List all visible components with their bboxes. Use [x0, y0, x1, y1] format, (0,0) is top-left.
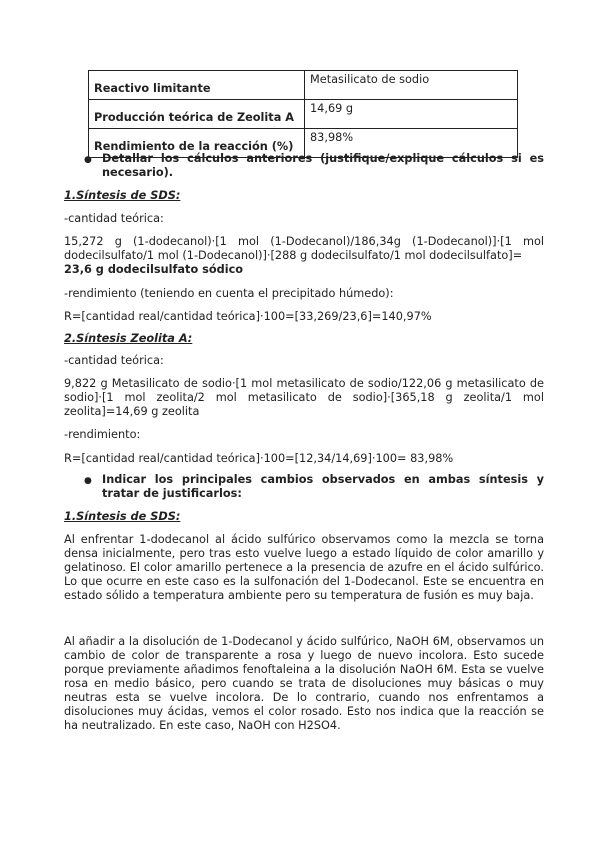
row-label: Rendimiento de la reacción (%) [89, 129, 305, 158]
table-row [89, 71, 518, 100]
label-text: -cantidad teórica: [64, 354, 164, 367]
bullet-text: Indicar los principales cambios observados en ambas síntesis y tratar de justificarlos: [102, 473, 544, 500]
bullet-icon: ● [84, 155, 92, 165]
section-heading: 1.Síntesis de SDS: [64, 510, 181, 523]
label-text: -rendimiento: [64, 428, 141, 441]
row-value: Metasilicato de sodio [305, 71, 518, 100]
row-label: Reactivo limitante [89, 71, 305, 100]
calculation-text: R=[cantidad real/cantidad teórica]·100=[33,269/23,6]=140,97% [64, 310, 432, 323]
section-heading: 1.Síntesis de SDS: [64, 189, 181, 202]
calculation-text: 15,272 g (1-dodecanol)·[1 mol (1-Dodecanol)/186,34g (1-Dodecanol)]·[1 mol dodecilsulfato/1 mol (1-Dodecanol)]·[288 g dodecilsulfato/1 mol dodecilsulfato]= [64, 235, 544, 262]
calculation-text: R=[cantidad real/cantidad teórica]·100=[12,34/14,69]·100= 83,98% [64, 452, 454, 465]
section-heading: 2.Síntesis Zeolita A: [64, 332, 193, 345]
bullet-icon: ● [84, 476, 92, 486]
row-value: 83,98% [305, 129, 518, 158]
calculation-text: 9,822 g Metasilicato de sodio·[1 mol metasilicato de sodio/122,06 g metasilicato de sodio]·[1 mol zeolita/2 mol metasilicato de sodio]·[365,18 g zeolita/1 mol zeolita]=14,69 g zeolita [64, 377, 544, 418]
result-text: 23,6 g dodecilsulfato sódico [64, 263, 244, 276]
row-label: Producción teórica de Zeolita A [89, 100, 305, 129]
table-row [89, 100, 518, 129]
results-table [88, 70, 518, 158]
bullet-text: Detallar los cálculos anteriores (justifique/explique cálculos si es necesario). [102, 152, 544, 179]
paragraph: Al añadir a la disolución de 1-Dodecanol y ácido sulfúrico, NaOH 6M, observamos un cambio de color de transparente a rosa y luego de nuevo incolora. Esto sucede porque previamente añadimos fenoftaleina a la disolución NaOH 6M. Esta se vuelve rosa en medio básico, pero cuando se trata de disoluciones muy básicas o muy neutras esta se vuelve incolora. De lo contrario, cuando nos enfrentamos a disoluciones muy ácidas, vemos el color rosado. Esto nos indica que la reacción se ha neutralizado. En este caso, NaOH con H2SO4. [64, 635, 544, 732]
label-text: -rendimiento (teniendo en cuenta el precipitado húmedo): [64, 287, 394, 300]
label-text: -cantidad teórica: [64, 212, 164, 225]
row-value: 14,69 g [305, 100, 518, 129]
paragraph: Al enfrentar 1-dodecanol al ácido sulfúrico observamos como la mezcla se torna densa inicialmente, pero tras esto vuelve luego a estado líquido de color amarillo y gelatinoso. El color amarillo pertenece a la presencia de azufre en el ácido sulfúrico. Lo que ocurre en este caso es la sulfonación del 1-Dodecanol. Este se encuentra en estado sólido a temperatura ambiente pero su temperatura de fusión es muy baja. [64, 533, 544, 602]
